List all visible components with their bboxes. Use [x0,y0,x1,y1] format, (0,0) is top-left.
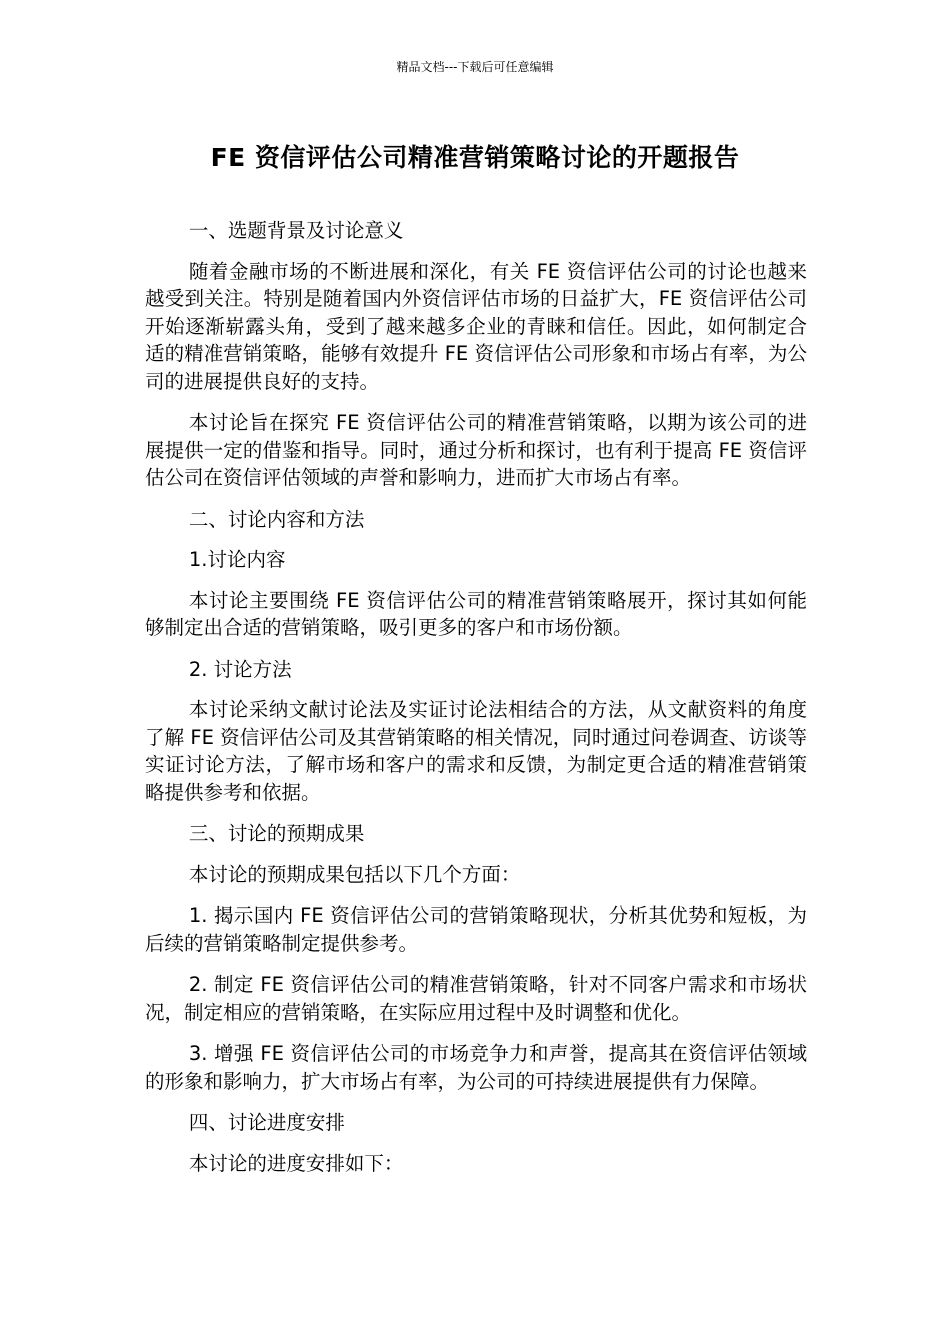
paragraph-method: 本讨论采纳文献讨论法及实证讨论法相结合的方法，从文献资料的角度了解 FE 资信评估公司及其营销策略的相关情况，同时通过问卷调查、访谈等实证讨论方法，了解市场和客户的需求和反馈，为制定更合适的精准营销策略提供参考和依据。 [145,698,807,804]
subheading-method: 2. 讨论方法 [188,657,292,681]
section-heading-background: 一、选题背景及讨论意义 [188,219,404,242]
list-item-outcome-3: 3. 增强 FE 资信评估公司的市场竞争力和声誉，提高其在资信评估领域的形象和影响力，扩大市场占有率，为公司的可持续进展提供有力保障。 [145,1042,807,1093]
paragraph-background-1: 随着金融市场的不断进展和深化，有关 FE 资信评估公司的讨论也越来越受到关注。特别是随着国内外资信评估市场的日益扩大，FE 资信评估公司开始逐渐崭露头角，受到了越来越多企业的青睐和信任。因此，如何制定合适的精准营销策略，能够有效提升 FE 资信评估公司形象和市场占有率，为公司的进展提供良好的支持。 [145,259,807,393]
document-body [145,217,807,1191]
section-heading-outcomes: 三、讨论的预期成果 [188,822,365,845]
list-item-outcome-2: 2. 制定 FE 资信评估公司的精准营销策略，针对不同客户需求和市场状况，制定相应的营销策略，在实际应用过程中及时调整和优化。 [145,973,807,1024]
subheading-content: 1.讨论内容 [188,548,286,571]
paragraph-background-2: 本讨论旨在探究 FE 资信评估公司的精准营销策略，以期为该公司的进展提供一定的借鉴和指导。同时，通过分析和探讨，也有利于提高 FE 资信评估公司在资信评估领域的声誉和影响力，进而扩大市场占有率。 [145,411,807,489]
section-heading-schedule: 四、讨论进度安排 [188,1111,345,1134]
list-item-outcome-1: 1. 揭示国内 FE 资信评估公司的营销策略现状，分析其优势和短板，为后续的营销策略制定提供参考。 [145,904,807,955]
section-heading-content-method: 二、讨论内容和方法 [188,507,365,531]
paragraph-outcomes-intro: 本讨论的预期成果包括以下几个方面： [188,862,521,886]
document-title: FE 资信评估公司精准营销策略讨论的开题报告 [210,143,740,172]
paragraph-content: 本讨论主要围绕 FE 资信评估公司的精准营销策略展开，探讨其如何能够制定出合适的营销策略，吸引更多的客户和市场份额。 [145,588,807,639]
paragraph-schedule-intro: 本讨论的进度安排如下： [188,1151,404,1175]
header-note: 精品文档---下载后可任意编辑 [396,60,554,74]
